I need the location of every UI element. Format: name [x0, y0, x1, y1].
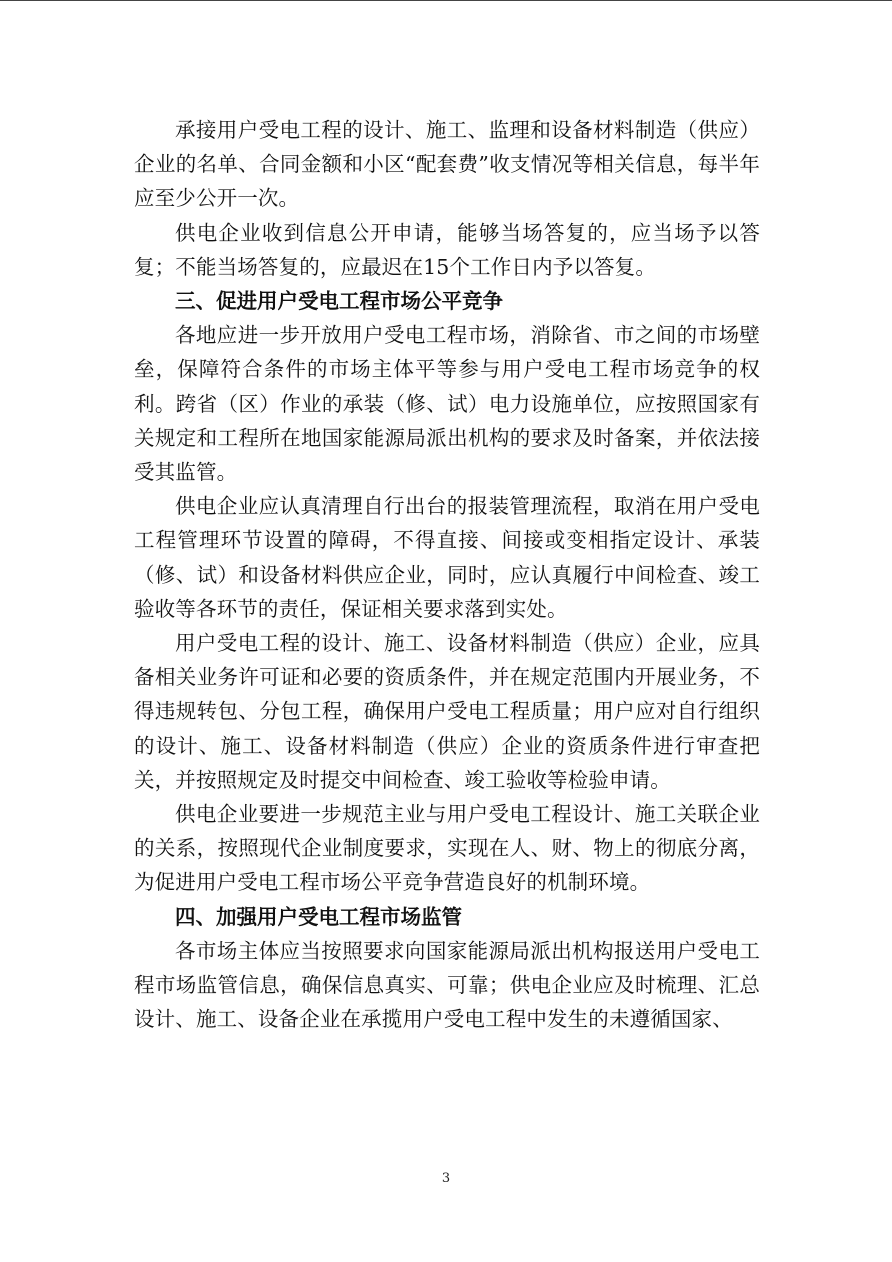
- paragraph-open-market: 各地应进一步开放用户受电工程市场，消除省、市之间的市场壁垒，保障符合条件的市场主体平等参与用户受电工程市场竞争的权利。跨省（区）作业的承装（修、试）电力设施单位，应按照国家有关规定和工程所在地国家能源局派出机构的要求及时备案，并依法接受其监管。: [134, 323, 760, 485]
- paragraph-info-disclosure-list: 承接用户受电工程的设计、施工、监理和设备材料制造（供应）企业的名单、合同金额和小区“配套费”收支情况等相关信息，每半年应至少公开一次。: [134, 118, 760, 211]
- paragraph-remove-barriers: 供电企业应认真清理自行出台的报装管理流程，取消在用户受电工程管理环节设置的障碍，不得直接、间接或变相指定设计、承装（修、试）和设备材料供应企业，同时，应认真履行中间检查、竣工验收等各环节的责任，保证相关要求落到实处。: [134, 494, 760, 621]
- paragraph-info-disclosure-request: 供电企业收到信息公开申请，能够当场答复的，应当场予以答复；不能当场答复的，应最迟在15个工作日内予以答复。: [134, 220, 760, 279]
- section-heading-4: 四、加强用户受电工程市场监管: [175, 904, 462, 929]
- page-number: 3: [441, 1171, 451, 1186]
- paragraph-regulatory-reporting: 各市场主体应当按照要求向国家能源局派出机构报送用户受电工程市场监管信息，确保信息真实、可靠；供电企业应及时梳理、汇总设计、施工、设备企业在承揽用户受电工程中发生的未遵循国家、: [134, 938, 760, 1032]
- document-body: [134, 113, 760, 1036]
- paragraph-separation: 供电企业要进一步规范主业与用户受电工程设计、施工关联企业的关系，按照现代企业制度要求，实现在人、财、物上的彻底分离，为促进用户受电工程市场公平竞争营造良好的机制环境。: [134, 802, 760, 895]
- paragraph-qualifications: 用户受电工程的设计、施工、设备材料制造（供应）企业，应具备相关业务许可证和必要的资质条件，并在规定范围内开展业务，不得违规转包、分包工程，确保用户受电工程质量；用户应对自行组织的设计、施工、设备材料制造（供应）企业的资质条件进行审查把关，并按照规定及时提交中间检查、竣工验收等检验申请。: [134, 631, 760, 792]
- section-heading-3: 三、促进用户受电工程市场公平竞争: [175, 289, 503, 314]
